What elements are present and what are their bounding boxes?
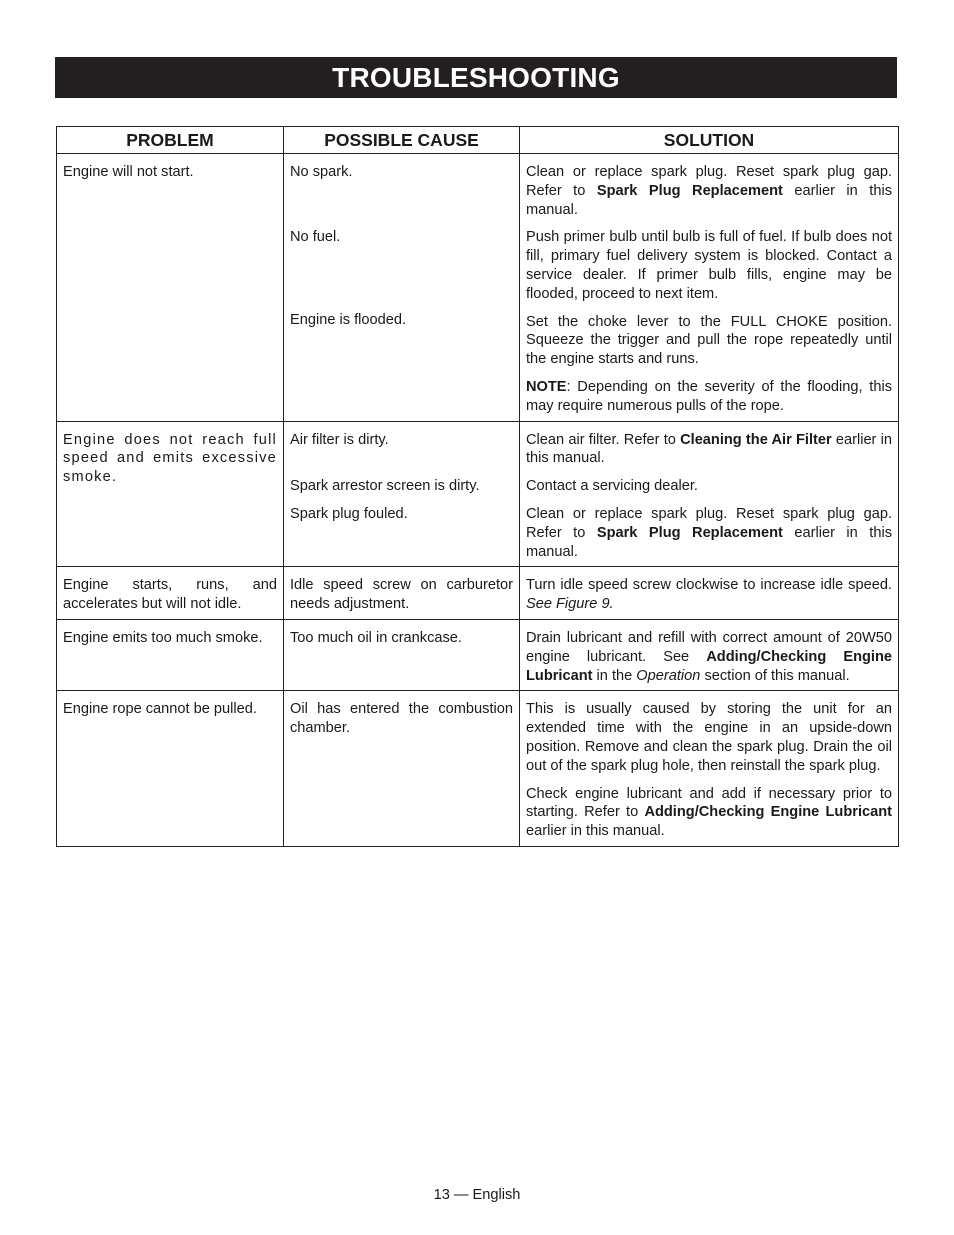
- problem-text: Engine will not start.: [63, 164, 194, 180]
- header-possible-cause: POSSIBLE CAUSE: [284, 127, 520, 154]
- cause-text: Spark arrestor screen is dirty.: [290, 477, 480, 494]
- solution-reference: Spark Plug Replacement: [596, 524, 783, 541]
- cause-cell: [284, 691, 520, 847]
- page-footer: 13 — English: [433, 1187, 521, 1203]
- solution-text: Clean or replace spark plug. Reset spark plug gap. Refer to Spark Plug Replacement earlier in this manual.: [526, 505, 892, 560]
- solution-cell: [520, 691, 899, 847]
- cause-cell: [284, 567, 520, 620]
- table-row: [57, 567, 899, 620]
- table-row: [57, 619, 899, 690]
- cause-text: Oil has entered the combustion chamber.: [290, 701, 513, 737]
- solution-text: Clean or replace spark plug. Reset spark plug gap. Refer to Spark Plug Replacement earlier in this manual.: [526, 164, 892, 218]
- solution-text: Turn idle speed screw clockwise to increase idle speed. See Figure 9.: [526, 577, 892, 613]
- problem-text: Engine rope cannot be pulled.: [63, 701, 257, 718]
- solution-cell: [520, 567, 899, 620]
- solution-text: This is usually caused by storing the unit for an extended time with the engine in an upside-down position. Remove and clean the spark plug. Drain the oil out of the spark plug hole, then reinstall the spark plug.: [526, 701, 892, 774]
- cause-text: No fuel.: [290, 229, 341, 245]
- cause-text: Idle speed screw on carburetor needs adjustment.: [290, 577, 513, 613]
- solution-text: Contact a servicing dealer.: [526, 478, 698, 495]
- solution-cell: [520, 154, 899, 422]
- solution-reference: Adding/Checking Engine Lubricant: [644, 804, 893, 821]
- cause-cell: [284, 619, 520, 690]
- table-row: [57, 691, 899, 847]
- solution-reference: Cleaning the Air Filter: [680, 431, 832, 448]
- section-reference: Operation: [636, 667, 701, 684]
- solution-reference: Spark Plug Replacement: [596, 182, 783, 199]
- table-row: [57, 154, 899, 422]
- problem-text: Engine emits too much smoke.: [63, 629, 263, 646]
- troubleshooting-table: [56, 126, 899, 847]
- cause-text: Spark plug fouled.: [290, 505, 408, 522]
- problem-cell: [57, 421, 284, 567]
- solution-text: Clean air filter. Refer to Cleaning the Air Filter earlier in this manual.: [526, 431, 892, 467]
- problem-cell: [57, 619, 284, 690]
- table-header-row: [57, 127, 899, 154]
- solution-text: Set the choke lever to the FULL CHOKE position. Squeeze the trigger and pull the rope repeatedly until the engine starts and runs.: [526, 313, 892, 368]
- solution-cell: [520, 619, 899, 690]
- cause-text: Air filter is dirty.: [290, 431, 389, 448]
- cause-text: Too much oil in crankcase.: [290, 629, 462, 646]
- page-title: TROUBLESHOOTING: [55, 57, 897, 98]
- table-row: [57, 421, 899, 567]
- solution-text: Check engine lubricant and add if necessary prior to starting. Refer to Adding/Checking Engine Lubricant earlier in this manual.: [526, 785, 893, 840]
- cause-text: Engine is flooded.: [290, 312, 407, 328]
- solution-text: Drain lubricant and refill with correct amount of 20W50 engine lubricant. See Adding/Checking Engine Lubricant in the Operation section of this manual.: [526, 629, 892, 684]
- header-problem: PROBLEM: [57, 127, 284, 154]
- problem-text: Engine starts, runs, and accelerates but will not idle.: [63, 577, 277, 613]
- problem-cell: [57, 691, 284, 847]
- header-solution: SOLUTION: [520, 127, 899, 154]
- solution-reference: Adding/Checking Engine Lubricant: [526, 648, 892, 684]
- solution-cell: [520, 421, 899, 567]
- figure-reference: See Figure 9.: [526, 596, 614, 613]
- problem-text: Engine does not reach full speed and emits excessive smoke.: [63, 431, 277, 486]
- problem-cell: [57, 154, 284, 422]
- cause-cell: [284, 421, 520, 567]
- problem-cell: [57, 567, 284, 620]
- cause-text: No spark.: [290, 164, 353, 180]
- cause-cell: [284, 154, 520, 422]
- solution-text: Push primer bulb until bulb is full of fuel. If bulb does not fill, primary fuel delivery system is blocked. Contact a service dealer. If primer bulb fills, engine may be flooded, proceed to next item.: [526, 229, 892, 302]
- solution-note: NOTE: Depending on the severity of the flooding, this may require numerous pulls of the rope.: [526, 378, 892, 414]
- note-label: NOTE: [526, 378, 567, 395]
